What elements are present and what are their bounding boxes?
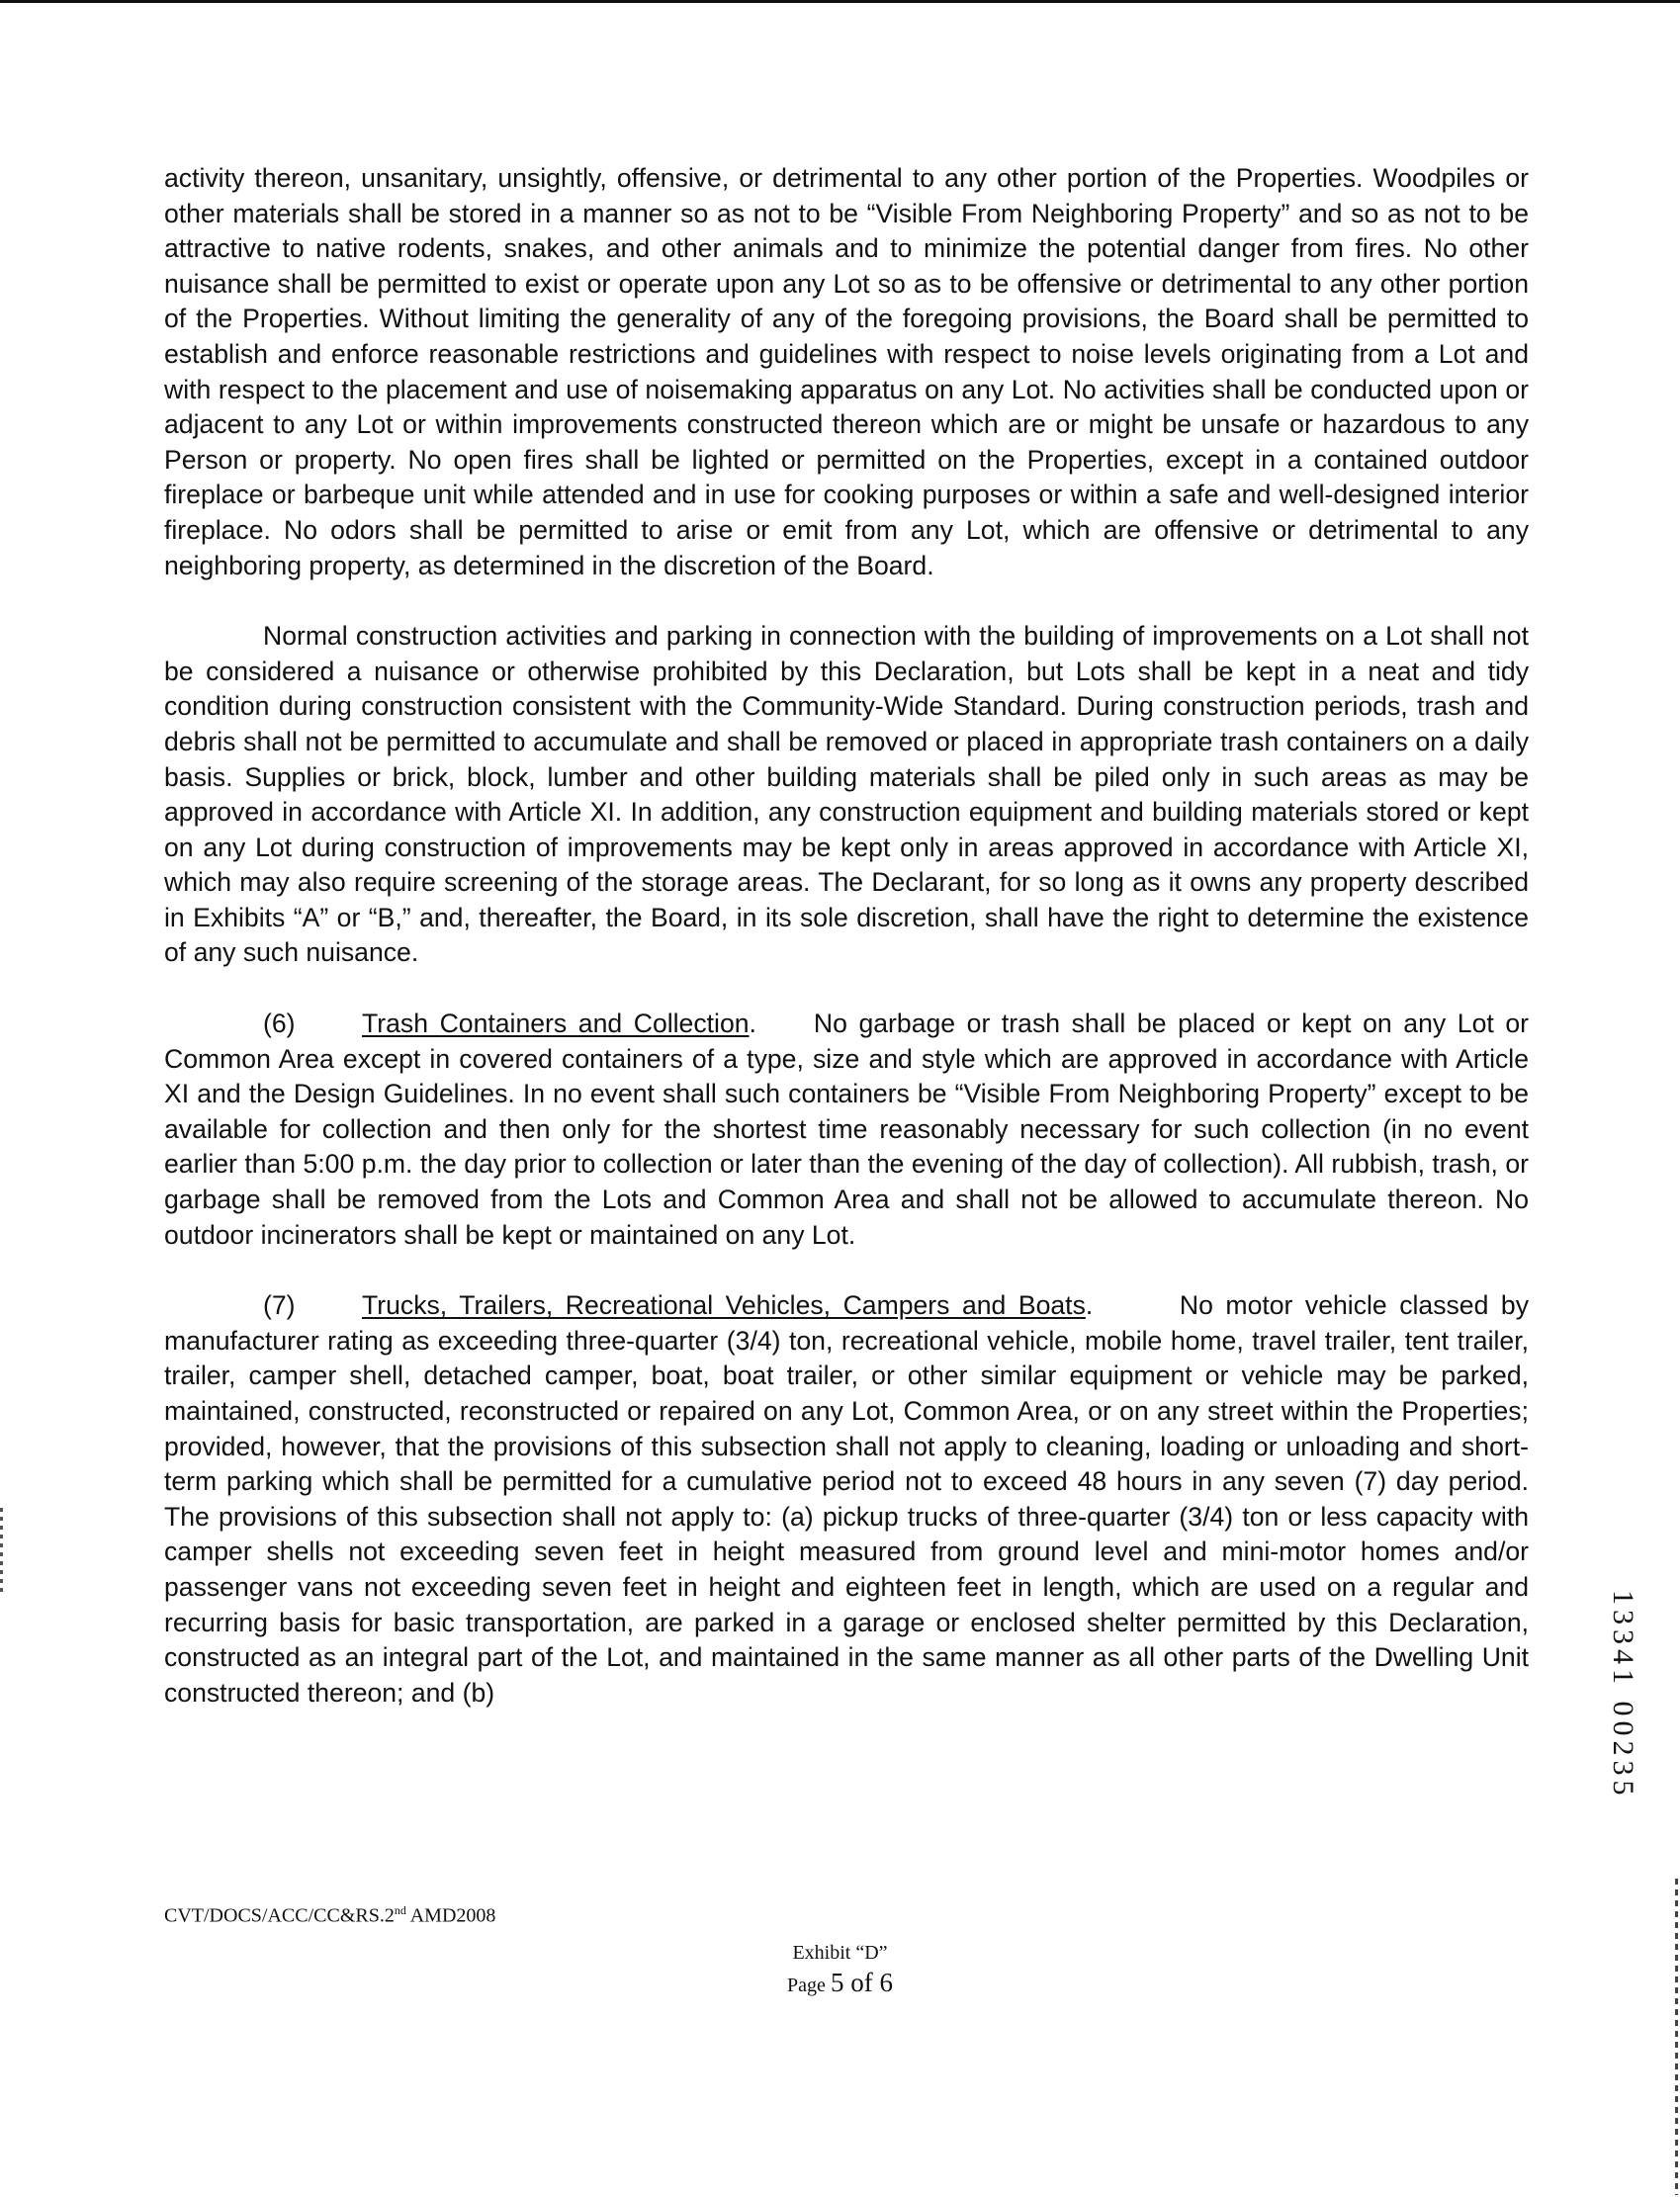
- page-footer: [0, 1938, 1680, 2000]
- section-7-heading: Trucks, Trailers, Recreational Vehicles, Campers and Boats: [362, 1290, 1086, 1321]
- page-number: 5: [830, 1968, 844, 1997]
- section-7: (7) Trucks, Trailers, Recreational Vehicles, Campers and Boats. No motor vehicle classed by manufacturer rating as exceeding three-quarter (3/4) ton, recreational vehicle, mobile home, travel trailer, tent trailer, trailer, camper shell, detached camper, boat, boat trailer, or other similar equipment or vehicle may be parked, maintained, constructed, reconstructed or repaired on any Lot, Common Area, or on any street within the Properties; provided, however, that the provisions of this subsection shall not apply to cleaning, loading or unloading and short-term parking which shall be permitted for a cumulative period not to exceed 48 hours in any seven (7) day period. The provisions of this subsection shall not apply to: (a) pickup trucks of three-quarter (3/4) ton or less capacity with camper shells not exceeding seven feet in height measured from ground level and mini-motor homes and/or passenger vans not exceeding seven feet in height and eighteen feet in length, which are used on a regular and recurring basis for basic transportation, are parked in a garage or enclosed shelter permitted by this Declaration, constructed as an integral part of the Lot, and maintained in the same manner as all other parts of the Dwelling Unit constructed thereon; and (b): [164, 1290, 1529, 1708]
- left-scan-mark: [0, 1508, 3, 1597]
- recording-number: 13341 00235: [1607, 1590, 1639, 1801]
- document-code-sup: nd: [394, 1903, 406, 1917]
- paragraph-construction: Normal construction activities and parking in connection with the building of improvements on a Lot shall not be considered a nuisance or otherwise prohibited by this Declaration, but Lots shall be kept in a neat and tidy condition during construction consistent with the Community-Wide Standard. During construction periods, trash and debris shall not be permitted to accumulate and shall be removed or placed in appropriate trash containers on a daily basis. Supplies or brick, block, lumber and other building materials shall be piled only in such areas as may be approved in accordance with Article XI. In addition, any construction equipment and building materials stored or kept on any Lot during construction of improvements may be kept only in areas approved in accordance with Article XI, which may also require screening of the storage areas. The Declarant, for so long as it owns any property described in Exhibits “A” or “B,” and, thereafter, the Board, in its sole discretion, shall have the right to determine the existence of any such nuisance.: [164, 621, 1529, 968]
- section-6-heading: Trash Containers and Collection: [362, 1009, 750, 1039]
- section-7-number: (7): [263, 1290, 296, 1321]
- right-scan-mark: [1675, 1879, 1678, 2195]
- exhibit-label: Exhibit “D”: [792, 1942, 888, 1964]
- page-of: of: [843, 1968, 880, 1997]
- document-body: [164, 161, 1529, 1746]
- section-7-text: No motor vehicle classed by manufacturer rating as exceeding three-quarter (3/4) ton, recreational vehicle, mobile home, travel trailer, tent trailer, trailer, camper shell, detached camper, boat, boat trailer, or other similar equipment or vehicle may be parked, maintained, constructed, reconstructed or repaired on any Lot, Common Area, or on any street within the Properties; provided, however, that the provisions of this subsection shall not apply to cleaning, loading or unloading and short-term parking which shall be permitted for a cumulative period not to exceed 48 hours in any seven (7) day period. The provisions of this subsection shall not apply to: (a) pickup trucks of three-quarter (3/4) ton or less capacity with camper shells not exceeding seven feet in height measured from ground level and mini-motor homes and/or passenger vans not exceeding seven feet in height and eighteen feet in length, which are used on a regular and recurring basis for basic transportation, are parked in a garage or enclosed shelter permitted by this Declaration, constructed as an integral part of the Lot, and maintained in the same manner as all other parts of the Dwelling Unit constructed thereon; and (b): [164, 1290, 1529, 1708]
- document-code: [164, 1903, 495, 1928]
- top-scan-edge: [0, 0, 1680, 3]
- section-6: (6) Trash Containers and Collection. No garbage or trash shall be placed or kept on any Lot or Common Area except in covered containers of a type, size and style which are approved in accordance with Article XI and the Design Guidelines. In no event shall such containers be “Visible From Neighboring Property” except to be available for collection and then only for the shortest time reasonably necessary for such collection (in no event earlier than 5:00 p.m. the day prior to collection or later than the evening of the day of collection). All rubbish, trash, or garbage shall be removed from the Lots and Common Area and shall not be allowed to accumulate thereon. No outdoor incinerators shall be kept or maintained on any Lot.: [164, 1009, 1529, 1250]
- page-word: Page: [787, 1975, 826, 1996]
- page-indicator: [0, 1968, 1680, 2000]
- section-6-text: No garbage or trash shall be placed or kept on any Lot or Common Area except in covered containers of a type, size and style which are approved in accordance with Article XI and the Design Guidelines. In no event shall such containers be “Visible From Neighboring Property” except to be available for collection and then only for the shortest time reasonably necessary for such collection (in no event earlier than 5:00 p.m. the day prior to collection or later than the evening of the day of collection). All rubbish, trash, or garbage shall be removed from the Lots and Common Area and shall not be allowed to accumulate thereon. No outdoor incinerators shall be kept or maintained on any Lot.: [164, 1009, 1529, 1250]
- page-total: 6: [879, 1968, 893, 1997]
- document-code-prefix: CVT/DOCS/ACC/CC&RS.2: [164, 1904, 395, 1927]
- paragraph-continuation: activity thereon, unsanitary, unsightly, offensive, or detrimental to any other portion of the Properties. Woodpiles or other materials shall be stored in a manner so as not to be “Visible From Neighboring Property” and so as not to be attractive to native rodents, snakes, and other animals and to minimize the potential danger from fires. No other nuisance shall be permitted to exist or operate upon any Lot so as to be offensive or detrimental to any other portion of the Properties. Without limiting the generality of any of the foregoing provisions, the Board shall be permitted to establish and enforce reasonable restrictions and guidelines with respect to noise levels originating from a Lot and with respect to the placement and use of noisemaking apparatus on any Lot. No activities shall be conducted upon or adjacent to any Lot or within improvements constructed thereon which are or might be unsafe or hazardous to any Person or property. No open fires shall be lighted or permitted on the Properties, except in a contained outdoor fireplace or barbeque unit while attended and in use for cooking purposes or within a safe and well-designed interior fireplace. No odors shall be permitted to arise or emit from any Lot, which are offensive or detrimental to any neighboring property, as determined in the discretion of the Board.: [164, 163, 1529, 580]
- section-6-number: (6): [263, 1009, 296, 1039]
- document-code-suffix: AMD2008: [405, 1904, 496, 1927]
- recording-stamp: [1600, 1590, 1639, 1857]
